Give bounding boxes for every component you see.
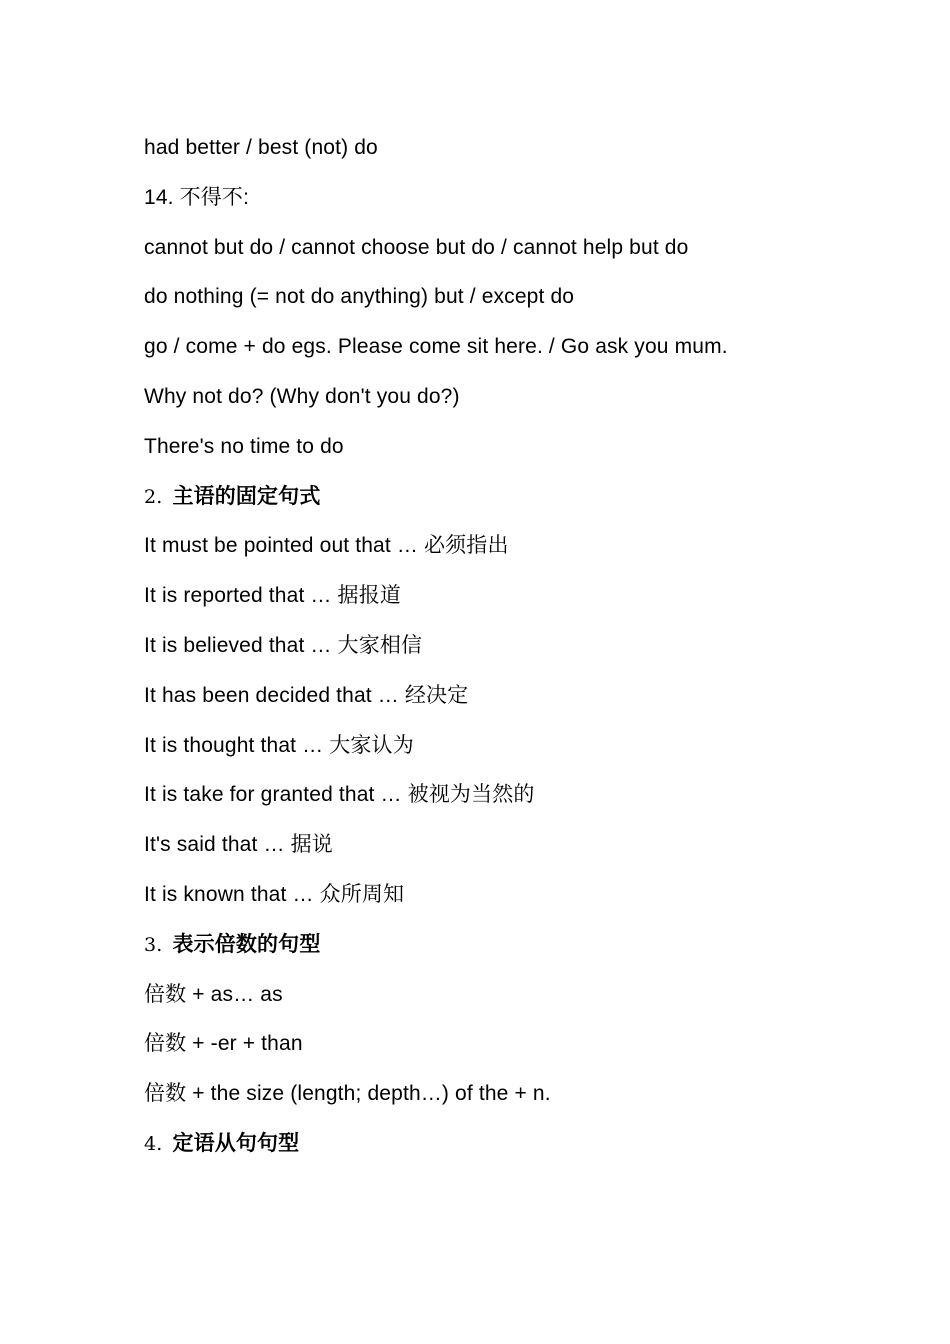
text-line: There's no time to do [144,434,344,458]
section-title: 主语的固定句式 [172,484,321,508]
phrase-item: It is thought that … 大家认为 [144,733,414,757]
section-heading-3 [144,925,904,975]
text-line: Why not do? (Why don't you do?) [144,384,460,408]
section-title: 定语从句句型 [172,1131,300,1155]
section-number: 2. [144,485,163,508]
text-line: go / come + do egs. Please come sit here. / Go ask you mum. [144,335,728,359]
phrase-item: 倍数 + -er + than [144,1032,303,1056]
document-page [144,128,904,1174]
text-line: 14. 不得不: [144,185,250,209]
text-line: had better / best (not) do [144,136,378,159]
section-title: 表示倍数的句型 [172,932,321,956]
phrase-item: It has been decided that … 经决定 [144,683,469,707]
phrase-item: It must be pointed out that … 必须指出 [144,534,509,558]
section-number: 4. [144,1132,163,1155]
phrase-item: 倍数 + the size (length; depth…) of the + n. [144,1082,551,1106]
text-line: do nothing (= not do anything) but / except do [144,285,575,309]
section-number: 3. [144,933,163,956]
phrase-item: It is known that … 众所周知 [144,882,405,906]
phrase-item: It is believed that … 大家相信 [144,633,423,657]
phrase-item: It is take for granted that … 被视为当然的 [144,783,535,807]
phrase-item: It is reported that … 据报道 [144,584,402,608]
phrase-item: It's said that … 据说 [144,833,333,857]
phrase-item: 倍数 + as… as [144,982,283,1006]
section-heading-2 [144,477,904,527]
text-line: cannot but do / cannot choose but do / cannot help but do [144,235,689,259]
section-heading-4 [144,1124,904,1174]
